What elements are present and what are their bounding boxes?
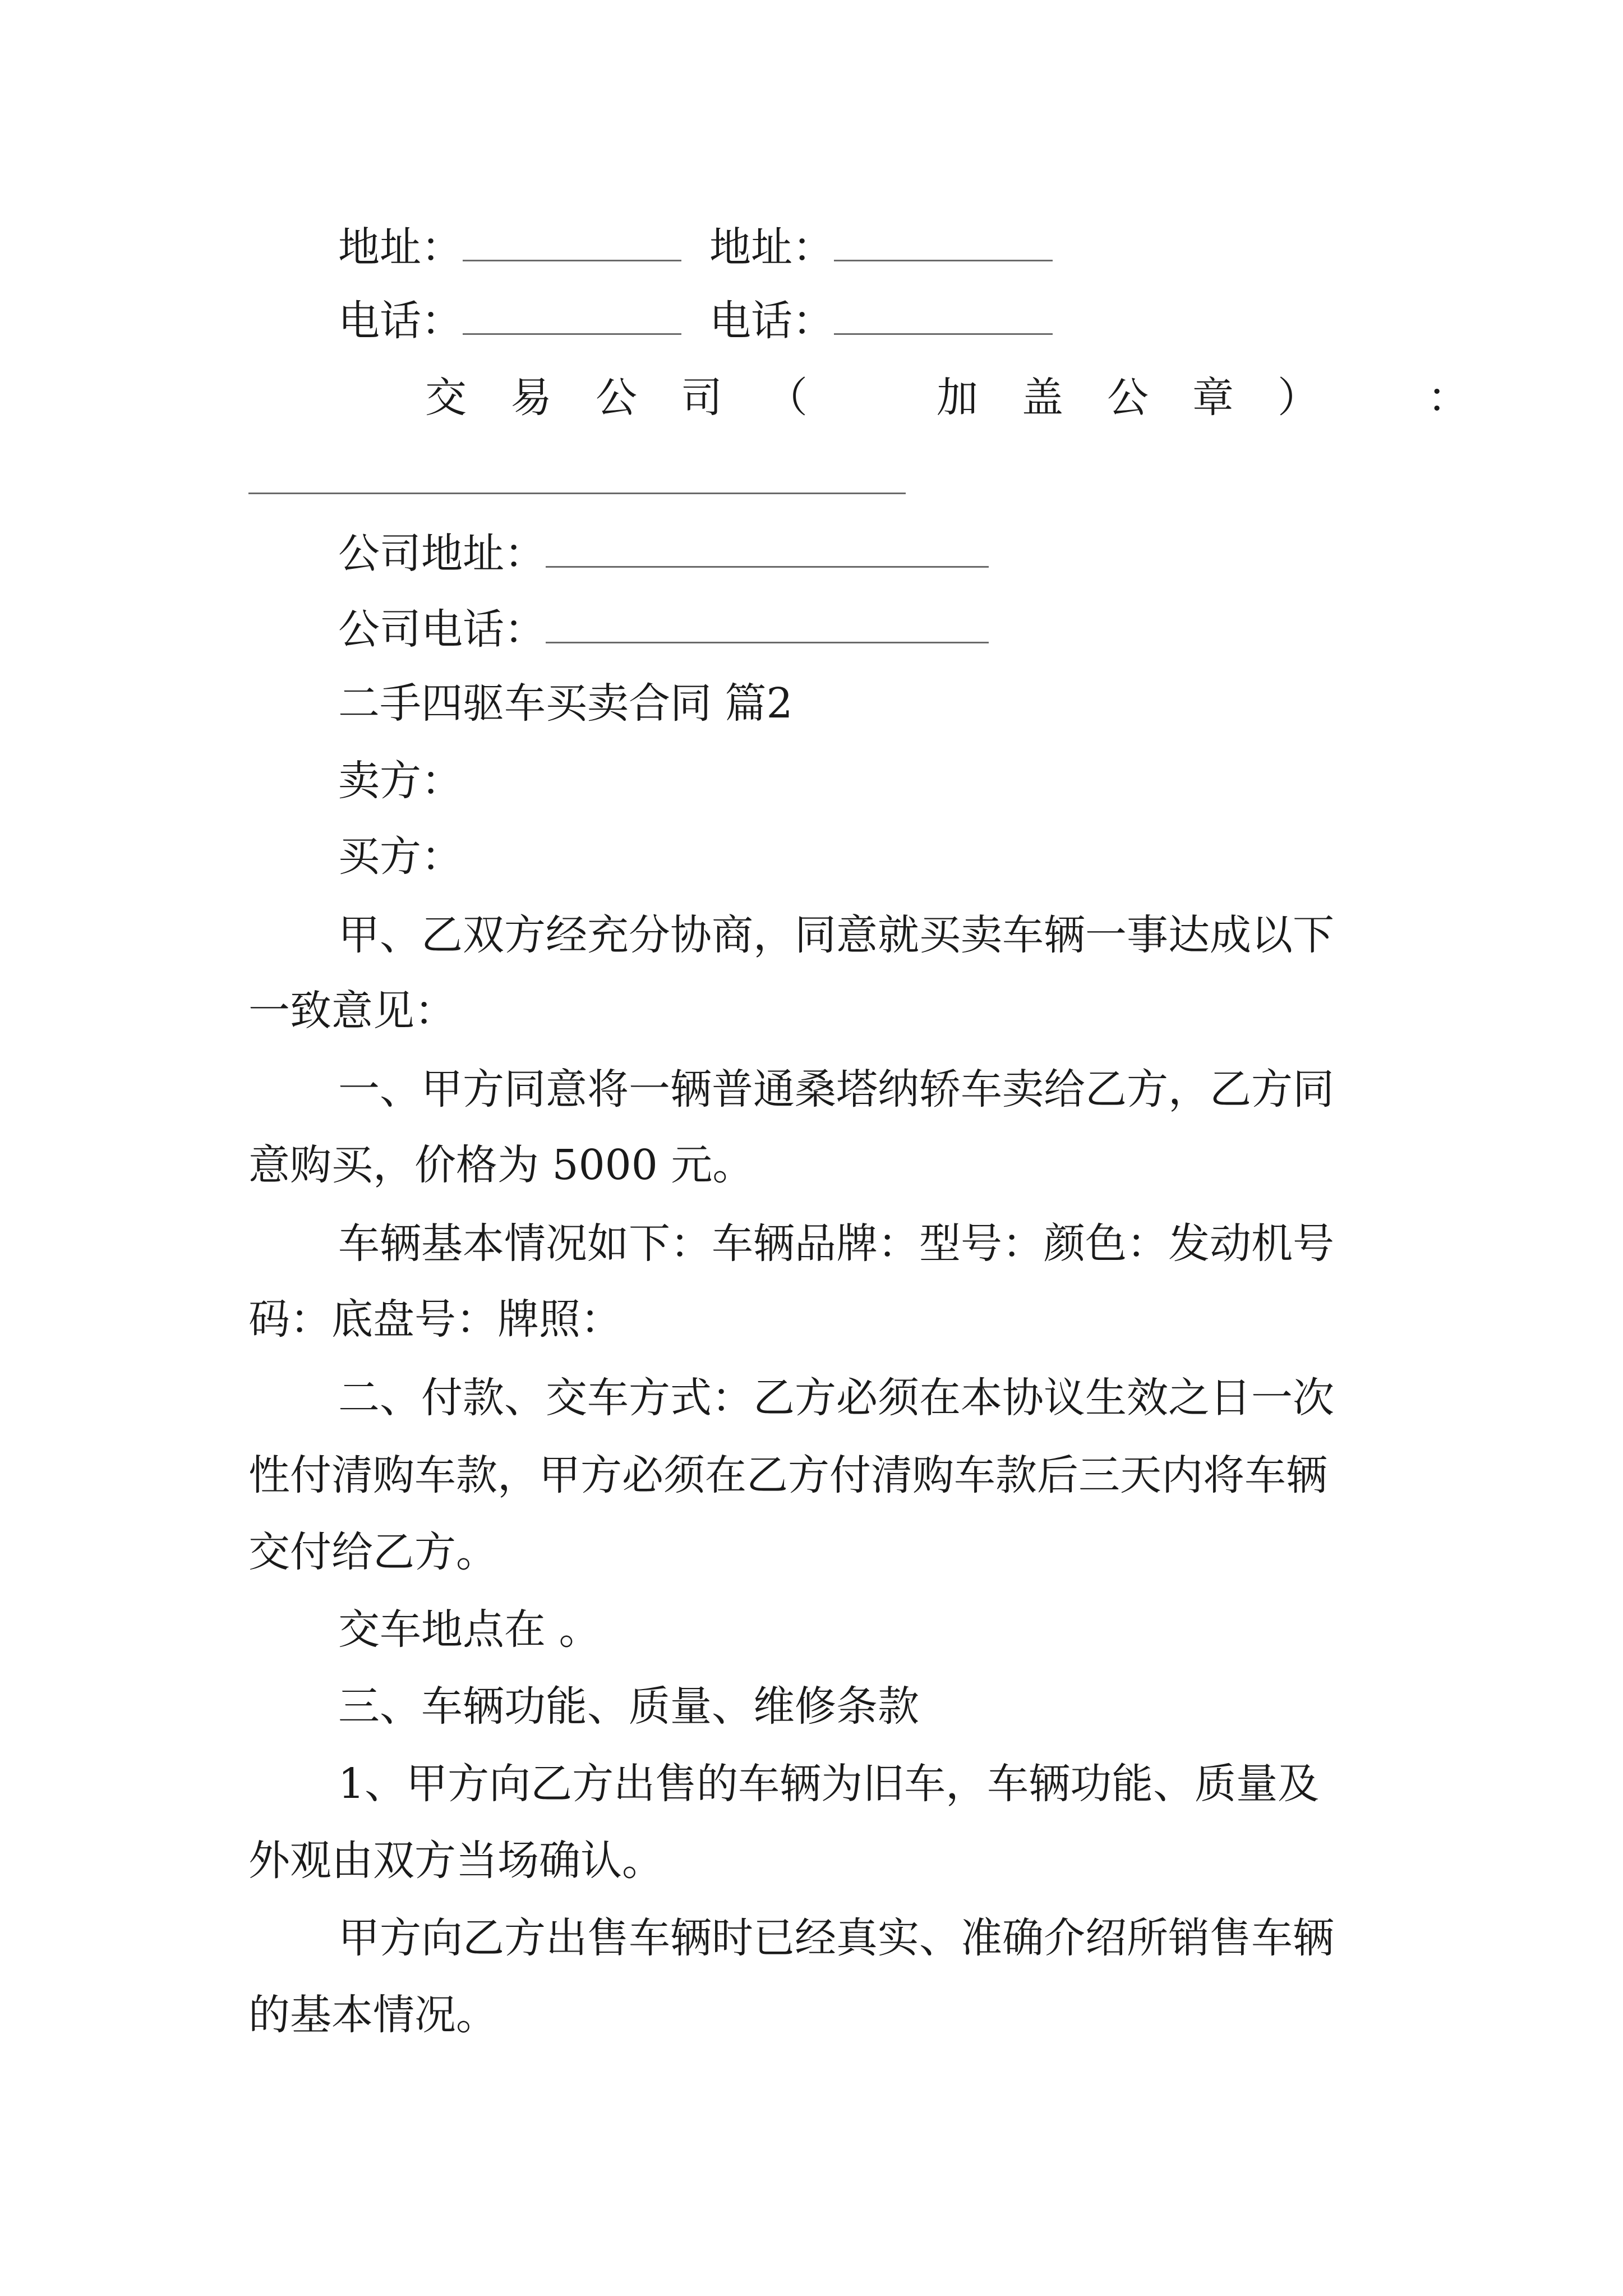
paragraph-4-rest: 性付清购车款，甲方必须在乙方付清购车款后三天内将车辆 xyxy=(248,1451,1327,1499)
phone-row xyxy=(338,297,1053,345)
company-phone-label: 公司电话： xyxy=(338,605,546,654)
phone-blank-a xyxy=(463,329,681,335)
paragraph-7-rest: 外观由双方当场确认。 xyxy=(248,1837,663,1885)
company-address-blank xyxy=(546,562,989,568)
phone-label-b: 电话： xyxy=(709,297,834,345)
company-address-label: 公司地址： xyxy=(338,530,546,578)
paragraph-5: 交车地点在 。 xyxy=(338,1605,601,1654)
address-blank-a xyxy=(463,255,681,261)
paragraph-8-first: 甲方向乙方出售车辆时已经真实、准确介绍所销售车辆 xyxy=(338,1914,1334,1962)
paragraph-2-rest: 意购买，价格为 5000 元。 xyxy=(248,1141,754,1189)
buyer-label: 买方： xyxy=(338,832,463,881)
address-blank-b xyxy=(834,255,1053,261)
address-label-a: 地址： xyxy=(338,223,463,272)
company-phone-blank xyxy=(546,637,989,643)
company-phone-row xyxy=(338,605,989,654)
company-address-row xyxy=(338,530,989,578)
paragraph-1-first: 甲、乙双方经充分协商，同意就买卖车辆一事达成以下 xyxy=(338,911,1334,959)
company-seal-heading: 交易公司（ 加盖公章） ： xyxy=(425,374,1513,422)
paragraph-1-rest: 一致意见： xyxy=(248,987,456,1035)
paragraph-7-first: 1、甲方向乙方出售的车辆为旧车，车辆功能、质量及 xyxy=(338,1760,1320,1808)
seller-label: 卖方： xyxy=(338,757,463,805)
paragraph-4-rest2: 交付给乙方。 xyxy=(248,1528,497,1576)
paragraph-2-first: 一、甲方同意将一辆普通桑塔纳轿车卖给乙方，乙方同 xyxy=(338,1065,1334,1114)
paragraph-6-heading: 三、车辆功能、质量、维修条款 xyxy=(338,1682,919,1731)
phone-blank-b xyxy=(834,329,1053,335)
paragraph-3-first: 车辆基本情况如下：车辆品牌：型号：颜色：发动机号 xyxy=(338,1220,1334,1268)
paragraph-8-rest: 的基本情况。 xyxy=(248,1991,497,2039)
company-name-blank xyxy=(248,493,906,494)
contract-title: 二手四驱车买卖合同 篇2 xyxy=(338,679,793,728)
paragraph-4-first: 二、付款、交车方式：乙方必须在本协议生效之日一次 xyxy=(338,1374,1334,1422)
phone-label-a: 电话： xyxy=(338,297,463,345)
address-label-b: 地址： xyxy=(709,223,834,272)
paragraph-3-rest: 码：底盘号：牌照： xyxy=(248,1295,622,1343)
address-row xyxy=(338,223,1053,272)
